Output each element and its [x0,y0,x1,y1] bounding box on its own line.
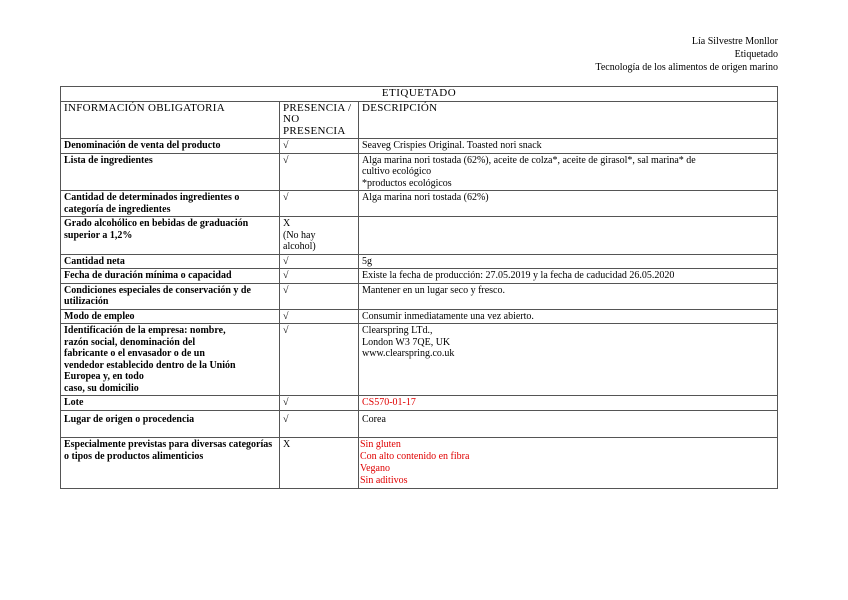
table-row [61,309,778,324]
row-label: Lote [61,396,280,411]
table-row [61,217,778,255]
row-description: 5g [359,254,778,269]
row-presence: √ [280,191,359,217]
column-header-description: DESCRIPCIÓN [359,101,778,139]
table-title: ETIQUETADO [61,87,778,102]
row-presence: √ [280,139,359,154]
row-presence: √ [280,153,359,191]
row-presence: √ [280,254,359,269]
table-row [61,153,778,191]
row-presence: √ [280,396,359,411]
document-type: Etiquetado [734,49,778,60]
row-presence: √ [280,410,359,438]
row-label: Especialmente previstas para diversas categorías o tipos de productos alimenticios [61,438,280,489]
row-presence: √ [280,283,359,309]
row-description: Seaveg Crispies Original. Toasted nori snack [359,139,778,154]
row-description: CS570-01-17 [359,396,778,411]
row-label: Identificación de la empresa: nombre, razón social, denominación del fabricante o el envasador o de un vendedor establecido dentro de la Unión Europea y, en todo caso, su domicilio [61,324,280,396]
row-presence: X (No hay alcohol) [280,217,359,255]
row-label: Cantidad neta [61,254,280,269]
row-description: Alga marina nori tostada (62%) [359,191,778,217]
row-label: Cantidad de determinados ingredientes o categoría de ingredientes [61,191,280,217]
row-presence: √ [280,269,359,284]
table-row [61,396,778,411]
column-header-presence: PRESENCIA / NO PRESENCIA [280,101,359,139]
row-description: Mantener en un lugar seco y fresco. [359,283,778,309]
document-header [595,35,778,74]
row-description: Consumir inmediatamente una vez abierto. [359,309,778,324]
row-label: Denominación de venta del producto [61,139,280,154]
row-description: Corea [359,410,778,438]
table-row [61,254,778,269]
row-presence: X [280,438,359,489]
table-row [61,283,778,309]
row-presence: √ [280,309,359,324]
labeling-table [60,86,778,489]
row-presence: √ [280,324,359,396]
row-label: Lista de ingredientes [61,153,280,191]
table-row [61,139,778,154]
row-label: Lugar de origen o procedencia [61,410,280,438]
row-description: Alga marina nori tostada (62%), aceite de colza*, aceite de girasol*, sal marina* de cultivo ecológico *productos ecológicos [359,153,778,191]
row-description: Existe la fecha de producción: 27.05.2019 y la fecha de caducidad 26.05.2020 [359,269,778,284]
document-subject: Tecnología de los alimentos de origen marino [595,62,778,73]
table-row [61,324,778,396]
table-row [61,410,778,438]
row-description: Sin gluten Con alto contenido en fibra Vegano Sin aditivos [359,438,778,489]
author-name: Lía Silvestre Monllor [691,36,778,47]
row-description [359,217,778,255]
table-row [61,191,778,217]
table-row [61,438,778,489]
row-label: Condiciones especiales de conservación y de utilización [61,283,280,309]
column-header-info: INFORMACIÓN OBLIGATORIA [61,101,280,139]
row-label: Grado alcohólico en bebidas de graduación superior a 1,2% [61,217,280,255]
row-label: Modo de empleo [61,309,280,324]
row-label: Fecha de duración mínima o capacidad [61,269,280,284]
table-row [61,269,778,284]
row-description: Clearspring LTd., London W3 7QE, UK www.clearspring.co.uk [359,324,778,396]
